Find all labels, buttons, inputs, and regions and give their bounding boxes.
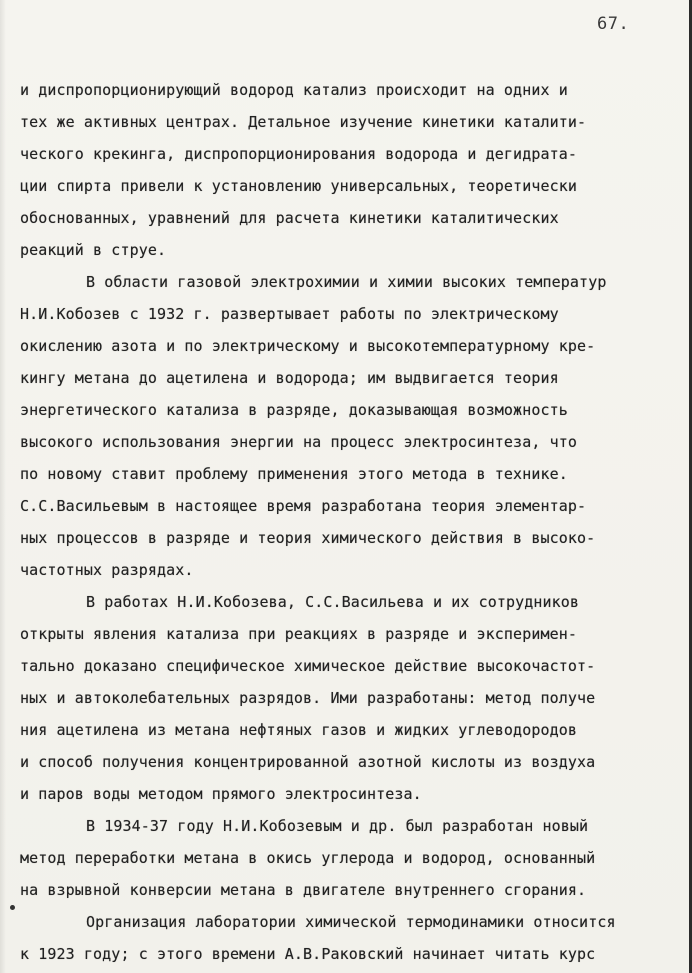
text-line: по новому ставит проблему применения этого метода в технике. <box>20 465 568 483</box>
page-number: 67. <box>597 14 630 34</box>
text-line: метод переработки метана в окись углерода и водород, основанный <box>20 849 596 867</box>
text-line: ния ацетилена из метана нефтяных газов и жидких углеводородов <box>20 721 577 739</box>
text-line: энергетического катализа в разряде, доказывающая возможность <box>20 401 568 419</box>
text-line: и способ получения концентрированной азотной кислоты из воздуха <box>20 753 596 771</box>
text-line: реакций в струе. <box>20 241 167 259</box>
text-line: окислению азота и по электрическому и высокотемпературному кре- <box>20 337 596 355</box>
paragraph-start-line: В области газовой электрохимии и химии высоких температур <box>86 273 607 291</box>
text-line: обоснованных, уравнений для расчета кинетики каталитических <box>20 209 559 227</box>
paragraph-start-line: В работах Н.И.Кобозева, С.С.Васильева и их сотрудников <box>86 593 580 611</box>
text-line: высокого использования энергии на процесс электросинтеза, что <box>20 433 577 451</box>
text-line: ческого крекинга, диспропорционирования водорода и дегидрата- <box>20 145 577 163</box>
paragraph-start-line: В 1934-37 году Н.И.Кобозевым и др. был разработан новый <box>86 817 589 835</box>
text-line: к 1923 году; с этого времени А.В.Раковский начинает читать курс <box>20 945 596 963</box>
text-line: Н.И.Кобозев с 1932 г. развертывает работы по электрическому <box>20 305 559 323</box>
text-line: частотных разрядах. <box>20 561 194 579</box>
margin-dot-mark <box>10 905 15 910</box>
paragraph-start-line: Организация лаборатории химической термодинамики относится <box>86 913 616 931</box>
text-line: С.С.Васильевым в настоящее время разработана теория элементар- <box>20 497 587 515</box>
text-line: тех же активных центрах. Детальное изучение кинетики каталити- <box>20 113 587 131</box>
text-line: и диспропорционирующий водород катализ происходит на одних и <box>20 81 568 99</box>
text-line: на взрывной конверсии метана в двигателе внутреннего сгорания. <box>20 881 587 899</box>
text-line: ных и автоколебательных разрядов. Ими разработаны: метод получе <box>20 689 596 707</box>
page-left-shadow <box>0 0 6 973</box>
text-line: тально доказано специфическое химическое действие высокочастот- <box>20 657 596 675</box>
text-line: ных процессов в разряде и теория химического действия в высоко- <box>20 529 596 547</box>
text-line: ции спирта привели к установлению универсальных, теоретически <box>20 177 577 195</box>
body-text <box>20 74 688 970</box>
text-line: и паров воды методом прямого электросинтеза. <box>20 785 422 803</box>
text-line: кингу метана до ацетилена и водорода; им выдвигается теория <box>20 369 559 387</box>
text-line: открыты явления катализа при реакциях в разряде и эксперимен- <box>20 625 577 643</box>
